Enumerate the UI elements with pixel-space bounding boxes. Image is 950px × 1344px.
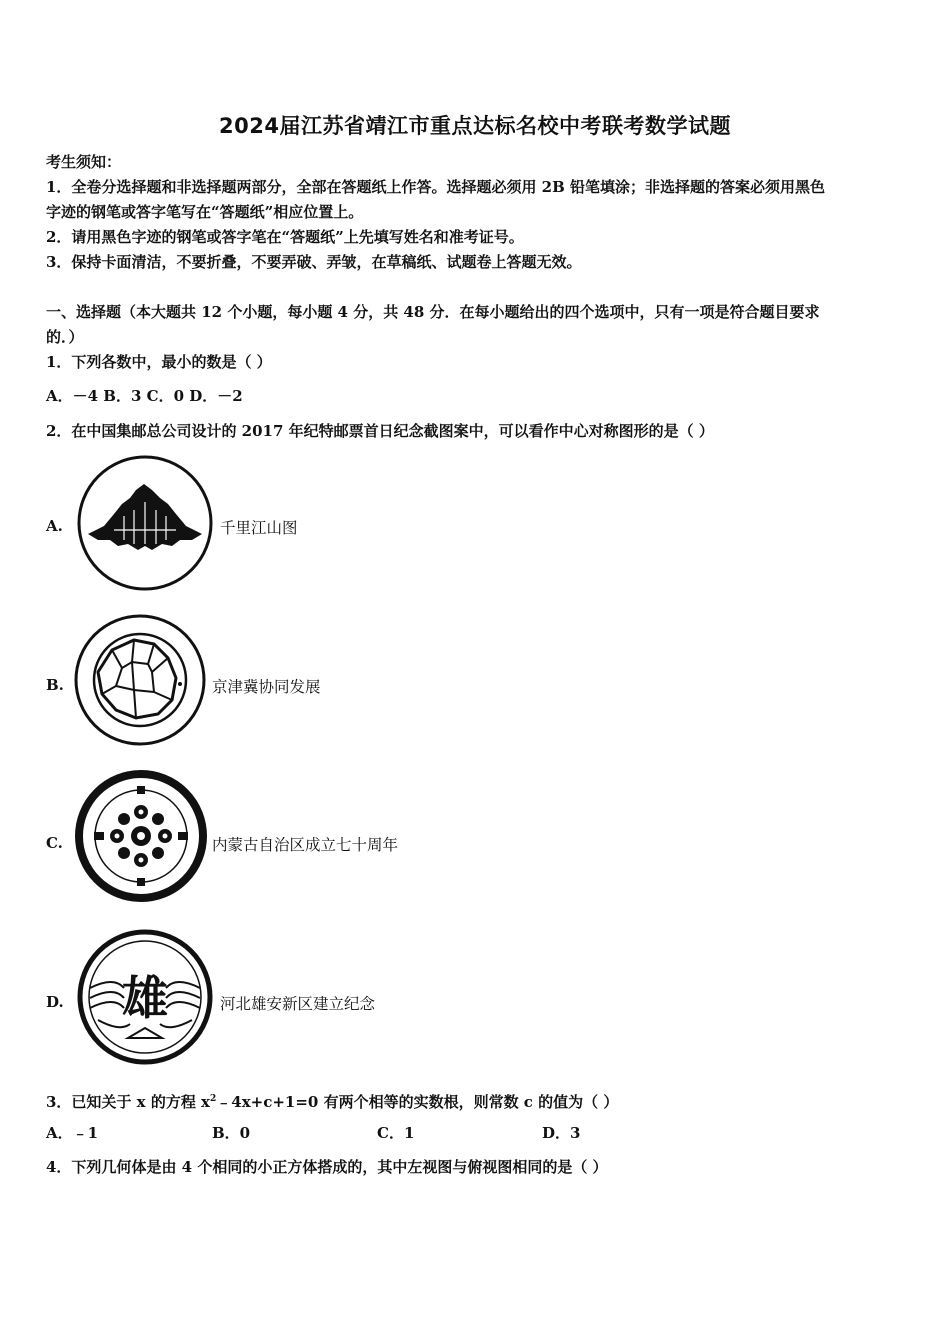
question-3-option-b: B．0	[212, 1124, 251, 1142]
question-2-stem: 2．在中国集邮总公司设计的 2017 年纪特邮票首日纪念截图案中，可以看作中心对称图形的是（ ）	[46, 422, 714, 440]
question-3-stem-before: 3．已知关于 x 的方程 x	[46, 1093, 210, 1111]
notice-heading: 考生须知：	[46, 153, 122, 171]
stamp-d-image	[74, 928, 216, 1066]
option-d-letter: D.	[46, 993, 64, 1011]
option-c-letter: C.	[46, 834, 63, 852]
notice-item-3: 3．保持卡面清洁，不要折叠，不要弄破、弄皱，在草稿纸、试题卷上答题无效。	[46, 253, 582, 271]
option-b-label: 京津冀协同发展	[212, 678, 321, 696]
question-3-stem	[46, 1089, 618, 1112]
stamp-d-character: 雄	[122, 971, 168, 1025]
stamp-a-image	[74, 454, 216, 592]
stamp-c-image	[72, 768, 210, 904]
option-b-letter: B.	[46, 676, 64, 694]
question-1-stem: 1．下列各数中，最小的数是（ ）	[46, 353, 272, 371]
option-c-label: 内蒙古自治区成立七十周年	[212, 836, 399, 854]
question-3-exponent: 2	[210, 1094, 217, 1104]
question-4-stem: 4．下列几何体是由 4 个相同的小正方体搭成的，其中左视图与俯视图相同的是（ ）	[46, 1158, 608, 1176]
question-3-option-a: A．﹣1	[46, 1124, 99, 1142]
notice-item-1: 1．全卷分选择题和非选择题两部分，全部在答题纸上作答。选择题必须用 2B 铅笔填涂；非选择题的答案必须用黑色	[46, 178, 826, 196]
question-1-options: A．－4 B．3 C．0 D．－2	[46, 387, 243, 405]
section-heading-cont: 的．）	[46, 328, 84, 346]
stamp-b-image	[72, 612, 208, 748]
page-title: 2024届江苏省靖江市重点达标名校中考联考数学试题	[219, 114, 731, 138]
notice-item-1-cont: 字迹的钢笔或答字笔写在“答题纸”相应位置上。	[46, 203, 364, 221]
question-3-option-c: C．1	[377, 1124, 415, 1142]
section-heading: 一、选择题（本大题共 12 个小题，每小题 4 分，共 48 分．在每小题给出的四个选项中，只有一项是符合题目要求	[46, 303, 820, 321]
notice-item-2: 2．请用黑色字迹的钢笔或答字笔在“答题纸”上先填写姓名和准考证号。	[46, 228, 524, 246]
question-3-stem-after: ﹣4x+c+1=0 有两个相等的实数根，则常数 c 的值为（ ）	[216, 1093, 619, 1111]
option-d-label: 河北雄安新区建立纪念	[220, 995, 376, 1013]
option-a-letter: A.	[46, 517, 63, 535]
question-3-option-d: D．3	[542, 1124, 581, 1142]
option-a-label: 千里江山图	[220, 519, 298, 537]
